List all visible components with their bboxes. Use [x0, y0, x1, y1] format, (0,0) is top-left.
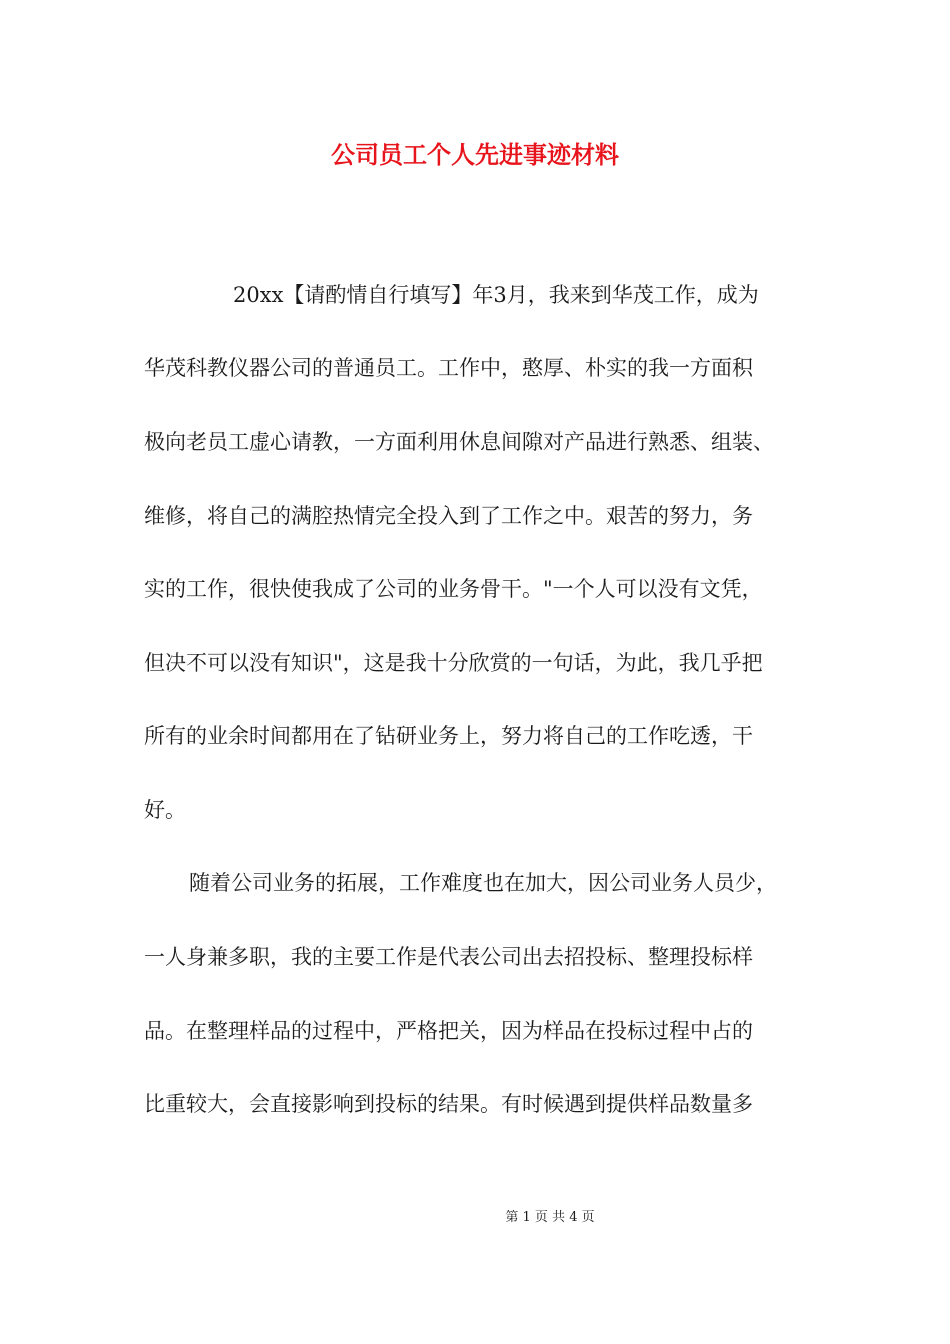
- paragraph-1-line-8: 好。: [144, 798, 186, 822]
- paragraph-2-line-4: 比重较大，会直接影响到投标的结果。有时候遇到提供样品数量多: [144, 1092, 753, 1116]
- paragraph-1-line-4: 维修，将自己的满腔热情完全投入到了工作之中。艰苦的努力，务: [144, 504, 753, 528]
- paragraph-2-line-1: 随着公司业务的拓展，工作难度也在加大，因公司业务人员少，: [189, 871, 777, 895]
- paragraph-1-line-1: 20xx【请酌情自行填写】年3月，我来到华茂工作，成为: [233, 283, 759, 307]
- paragraph-1-line-5: 实的工作，很快使我成了公司的业务骨干。"一个人可以没有文凭，: [144, 577, 763, 601]
- paragraph-1-line-6: 但决不可以没有知识"，这是我十分欣赏的一句话，为此，我几乎把: [144, 651, 763, 675]
- paragraph-2-line-3: 品。在整理样品的过程中，严格把关，因为样品在投标过程中占的: [144, 1019, 753, 1043]
- paragraph-1-line-3: 极向老员工虚心请教，一方面利用休息间隙对产品进行熟悉、组装、: [144, 430, 774, 454]
- page-number-footer: 第 1 页 共 4 页: [505, 1210, 595, 1225]
- paragraph-2-line-2: 一人身兼多职，我的主要工作是代表公司出去招投标、整理投标样: [144, 945, 753, 969]
- paragraph-1-line-2: 华茂科教仪器公司的普通员工。工作中，憨厚、朴实的我一方面积: [144, 356, 753, 380]
- document-title: 公司员工个人先进事迹材料: [331, 140, 619, 169]
- paragraph-1-line-7: 所有的业余时间都用在了钻研业务上，努力将自己的工作吃透，干: [144, 724, 753, 748]
